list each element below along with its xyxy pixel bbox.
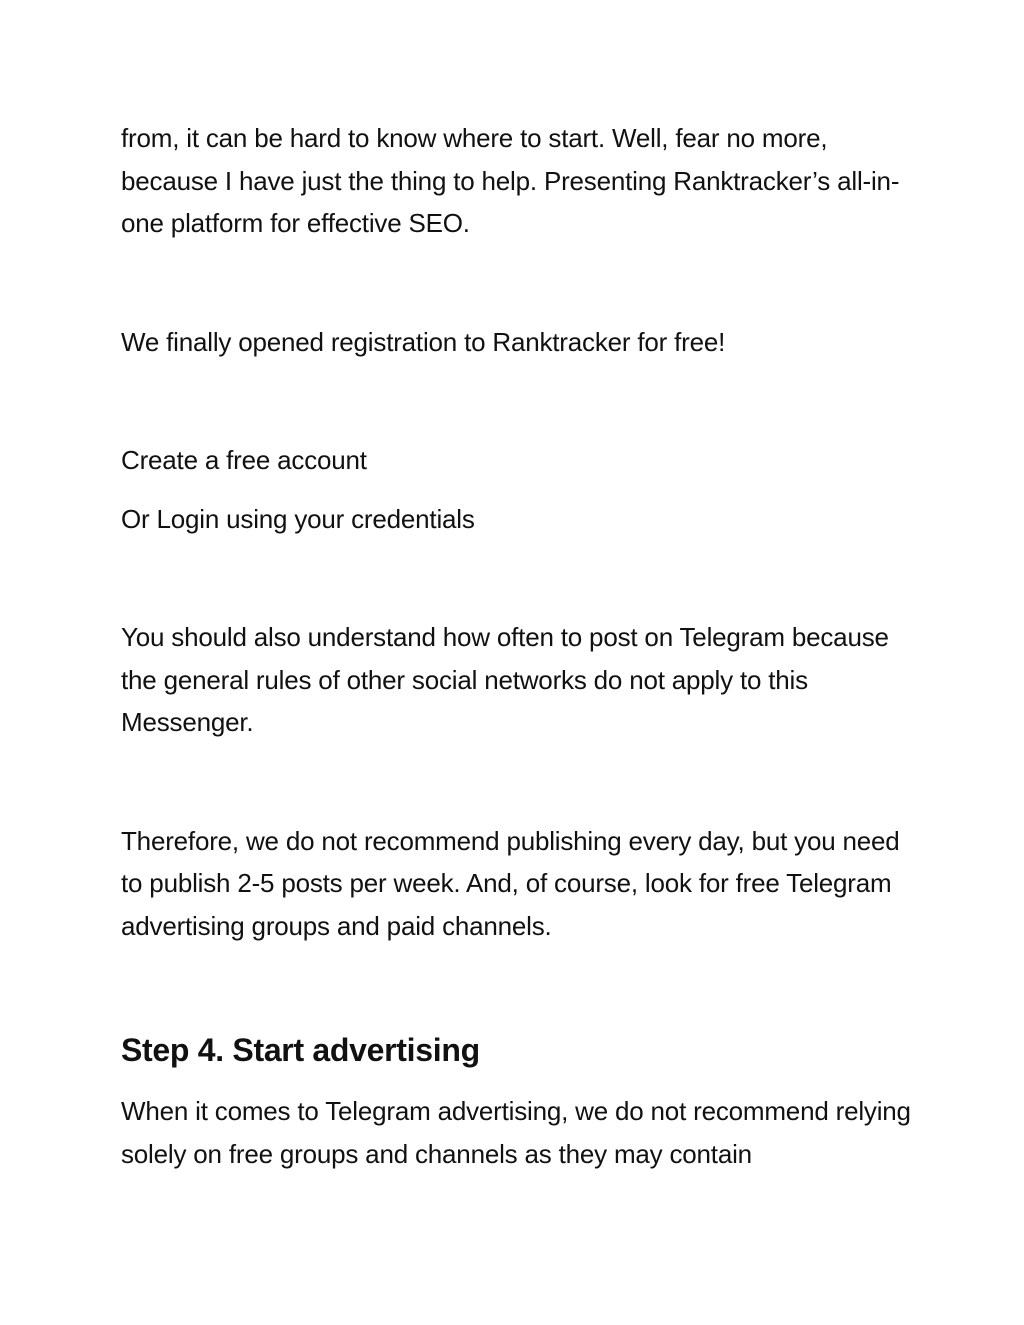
section-heading: Step 4. Start advertising	[121, 1032, 480, 1068]
login-text: Or Login using your credentials	[121, 503, 475, 534]
document-body	[121, 117, 921, 1175]
posting-frequency-paragraph: You should also understand how often to post on Telegram because the general rules of other social networks do not apply to this Messenger.	[121, 622, 889, 737]
advertising-paragraph: When it comes to Telegram advertising, we do not recommend relying solely on free groups and channels as they may contain	[121, 1096, 911, 1169]
intro-paragraph: from, it can be hard to know where to start. Well, fear no more, because I have just the thing to help. Presenting Ranktracker’s all-in-one platform for effective SEO.	[121, 123, 900, 238]
registration-paragraph: We finally opened registration to Ranktracker for free!	[121, 326, 726, 357]
create-account-text: Create a free account	[121, 445, 367, 475]
publishing-recommendation-paragraph: Therefore, we do not recommend publishing every day, but you need to publish 2-5 posts per week. And, of course, look for free Telegram advertising groups and paid channels.	[121, 825, 900, 941]
